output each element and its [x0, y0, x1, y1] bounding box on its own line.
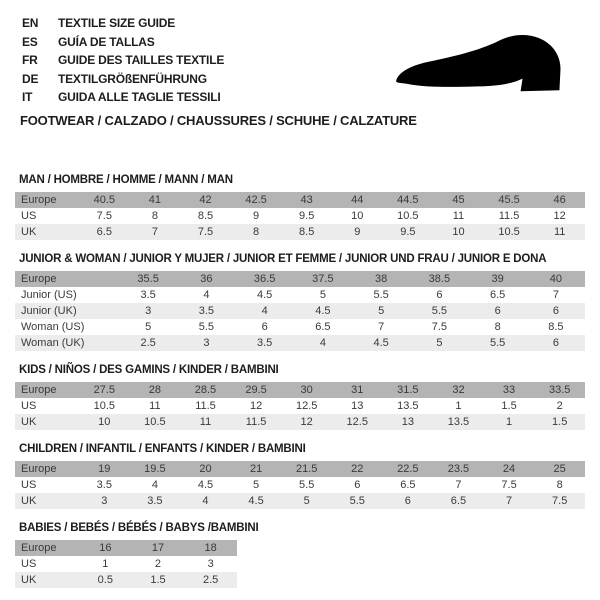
table-row [15, 224, 585, 240]
size-value-cell: 6 [436, 288, 443, 301]
table-row [15, 414, 585, 430]
size-value-cell: 6.5 [96, 225, 112, 238]
size-value-cell: 9.5 [400, 225, 416, 238]
row-label-cell: Junior (US) [21, 288, 77, 301]
language-label: TEXTILE SIZE GUIDE [58, 16, 176, 30]
size-section [15, 364, 585, 430]
size-value-cell: 31 [351, 383, 364, 396]
size-value-cell: 7.5 [96, 209, 112, 222]
category-heading: FOOTWEAR / CALZADO / CHAUSSURES / SCHUHE / CALZATURE [20, 112, 417, 128]
size-value-cell: 3 [207, 557, 214, 570]
table-row [15, 382, 585, 398]
size-value-cell: 11 [452, 209, 465, 222]
row-label-cell: Europe [21, 462, 57, 475]
size-value-cell: 7.5 [552, 494, 568, 507]
size-value-cell: 7 [378, 320, 385, 333]
size-value-cell: 45 [452, 193, 465, 206]
size-value-cell: 5 [253, 478, 260, 491]
size-value-cell: 10.5 [144, 415, 166, 428]
size-value-cell: 38.5 [428, 272, 451, 285]
size-value-cell: 2.5 [140, 336, 156, 349]
size-value-cell: 13 [351, 399, 364, 412]
size-value-cell: 33 [502, 383, 516, 396]
size-value-cell: 42.5 [245, 193, 267, 206]
row-label-cell: US [21, 209, 37, 222]
size-value-cell: 45.5 [498, 193, 520, 206]
size-table [15, 271, 585, 351]
size-value-cell: 11.5 [498, 209, 520, 222]
size-value-cell: 3.5 [198, 304, 215, 317]
size-value-cell: 23.5 [447, 462, 470, 475]
section-title: JUNIOR & WOMAN / JUNIOR Y MUJER / JUNIOR ET FEMME / JUNIOR UND FRAU / JUNIOR E DONA [19, 252, 547, 265]
size-value-cell: 6.5 [315, 320, 331, 333]
size-value-cell: 33.5 [548, 383, 571, 396]
language-code: IT [22, 90, 33, 104]
size-value-cell: 12 [300, 415, 313, 428]
row-label-cell: Europe [21, 541, 57, 554]
table-row [15, 477, 585, 493]
size-table [15, 382, 585, 430]
size-value-cell: 12.5 [346, 415, 368, 428]
size-value-cell: 36.5 [253, 272, 276, 285]
table-row [15, 572, 237, 588]
size-value-cell: 3 [101, 494, 108, 507]
size-value-cell: 6.5 [450, 494, 467, 507]
size-value-cell: 22.5 [397, 462, 419, 475]
size-value-cell: 1.5 [501, 399, 517, 412]
size-value-cell: 7.5 [501, 478, 517, 491]
size-value-cell: 3.5 [140, 288, 156, 301]
size-value-cell: 7.5 [431, 320, 448, 333]
size-value-cell: 4.5 [373, 336, 389, 349]
row-label-cell: UK [21, 415, 37, 428]
size-value-cell: 7.5 [197, 225, 214, 238]
size-value-cell: 8.5 [197, 209, 214, 222]
size-value-cell: 31.5 [397, 383, 419, 396]
size-value-cell: 3 [203, 336, 210, 349]
size-value-cell: 1.5 [552, 415, 568, 428]
size-section [15, 253, 585, 351]
size-value-cell: 3 [145, 304, 152, 317]
table-row [15, 461, 585, 477]
size-value-cell: 10 [351, 209, 364, 222]
size-value-cell: 43 [300, 193, 313, 206]
size-value-cell: 2 [556, 399, 563, 412]
size-value-cell: 1 [102, 557, 109, 570]
size-value-cell: 38 [375, 272, 388, 285]
size-value-cell: 13.5 [447, 415, 470, 428]
shoe-icon [392, 30, 587, 98]
size-value-cell: 8.5 [299, 225, 315, 238]
size-section [15, 522, 585, 588]
size-value-cell: 4.5 [315, 304, 331, 317]
language-label: GUIDE DES TAILLES TEXTILE [58, 53, 225, 67]
size-value-cell: 22 [351, 462, 364, 475]
size-value-cell: 21.5 [295, 462, 318, 475]
table-row [15, 398, 585, 414]
size-value-cell: 11 [553, 225, 566, 238]
table-row [15, 208, 585, 224]
table-row [15, 493, 585, 509]
table-row [15, 335, 585, 351]
size-value-cell: 9 [253, 209, 260, 222]
size-value-cell: 7 [505, 494, 513, 507]
size-value-cell: 6 [552, 304, 559, 317]
size-value-cell: 4.5 [256, 288, 273, 301]
size-value-cell: 32 [452, 383, 465, 396]
size-value-cell: 21 [249, 462, 263, 475]
size-value-cell: 28.5 [194, 383, 217, 396]
language-label: TEXTILGRÖßENFÜHRUNG [58, 71, 207, 86]
language-code: EN [22, 16, 39, 30]
size-value-cell: 5.5 [299, 478, 315, 491]
size-value-cell: 37.5 [312, 272, 334, 285]
row-label-cell: UK [21, 494, 37, 507]
size-value-cell: 27.5 [93, 383, 115, 396]
size-value-cell: 6 [494, 304, 501, 317]
size-value-cell: 0.5 [97, 573, 113, 586]
language-code: DE [22, 71, 39, 86]
size-value-cell: 4 [203, 288, 210, 301]
size-value-cell: 25 [553, 462, 566, 475]
size-value-cell: 41 [148, 193, 162, 206]
table-row [15, 540, 237, 556]
size-value-cell: 5 [145, 320, 152, 333]
row-label-cell: Europe [21, 272, 57, 285]
language-label: GUÍA DE TALLAS [58, 34, 155, 49]
size-value-cell: 12 [249, 399, 263, 412]
size-value-cell: 6 [354, 478, 361, 491]
row-label-cell: Europe [21, 383, 57, 396]
size-section [15, 174, 585, 240]
size-value-cell: 4.5 [197, 478, 214, 491]
size-section [15, 443, 585, 509]
size-value-cell: 11.5 [195, 399, 216, 412]
size-value-cell: 11 [149, 399, 161, 412]
size-value-cell: 7 [552, 288, 559, 301]
size-value-cell: 5.5 [373, 288, 389, 301]
size-value-cell: 9.5 [299, 209, 315, 222]
size-value-cell: 46 [553, 193, 566, 206]
size-value-cell: 40.5 [93, 193, 115, 206]
size-value-cell: 11 [199, 415, 212, 428]
size-value-cell: 6.5 [400, 478, 416, 491]
size-table [15, 192, 585, 240]
size-value-cell: 24 [502, 462, 516, 475]
size-value-cell: 6 [552, 336, 559, 349]
size-table [15, 461, 585, 509]
section-title: MAN / HOMBRE / HOMME / MANN / MAN [19, 173, 233, 186]
size-value-cell: 6.5 [489, 288, 506, 301]
size-value-cell: 10.5 [397, 209, 419, 222]
size-value-cell: 5.5 [431, 304, 448, 317]
size-value-cell: 40 [549, 272, 562, 285]
size-value-cell: 13 [401, 415, 414, 428]
size-value-cell: 7 [455, 478, 462, 491]
size-value-cell: 10.5 [498, 225, 520, 238]
size-value-cell: 1 [505, 415, 513, 428]
table-row [15, 303, 585, 319]
row-label-cell: US [21, 557, 37, 570]
size-value-cell: 3.5 [256, 336, 273, 349]
size-value-cell: 39 [491, 272, 504, 285]
size-value-cell: 42 [199, 193, 212, 206]
row-label-cell: UK [21, 225, 37, 238]
size-value-cell: 5 [303, 494, 310, 507]
size-value-cell: 8 [494, 320, 501, 333]
table-row [15, 287, 585, 303]
size-value-cell: 3.5 [96, 478, 112, 491]
size-value-cell: 1 [455, 399, 462, 412]
size-value-cell: 44.5 [397, 193, 419, 206]
row-label-cell: US [21, 478, 37, 491]
size-value-cell: 19 [98, 462, 111, 475]
table-row [15, 271, 585, 287]
size-value-cell: 2.5 [203, 573, 219, 586]
size-value-cell: 6 [261, 320, 268, 333]
size-value-cell: 1.5 [150, 573, 166, 586]
table-row [15, 556, 237, 572]
language-code: FR [22, 53, 38, 67]
size-value-cell: 19.5 [144, 462, 166, 475]
size-value-cell: 2 [154, 557, 162, 570]
size-value-cell: 8 [556, 478, 563, 491]
size-value-cell: 17 [151, 541, 165, 554]
row-label-cell: Europe [21, 193, 57, 206]
size-value-cell: 20 [199, 462, 212, 475]
size-value-cell: 5 [319, 288, 326, 301]
size-value-cell: 9 [354, 225, 361, 238]
size-value-cell: 29.5 [245, 383, 267, 396]
row-label-cell: Woman (UK) [21, 336, 85, 349]
size-value-cell: 5.5 [198, 320, 215, 333]
language-label: GUIDA ALLE TAGLIE TESSILI [58, 90, 221, 104]
size-value-cell: 7 [151, 225, 158, 238]
size-value-cell: 4 [151, 478, 158, 491]
size-value-cell: 3.5 [147, 494, 163, 507]
size-value-cell: 5.5 [489, 336, 506, 349]
row-label-cell: Junior (UK) [21, 304, 77, 317]
row-label-cell: US [21, 399, 37, 412]
size-value-cell: 8.5 [548, 320, 564, 333]
size-value-cell: 36 [200, 272, 213, 285]
size-value-cell: 5 [378, 304, 385, 317]
size-value-cell: 16 [99, 541, 112, 554]
size-value-cell: 28 [148, 383, 162, 396]
row-label-cell: UK [21, 573, 37, 586]
size-value-cell: 5.5 [349, 494, 365, 507]
size-value-cell: 12 [553, 209, 566, 222]
row-label-cell: Woman (US) [21, 320, 85, 333]
size-value-cell: 35.5 [137, 272, 159, 285]
size-value-cell: 13.5 [397, 399, 419, 412]
size-value-cell: 4.5 [248, 494, 264, 507]
size-value-cell: 30 [300, 383, 313, 396]
size-tables [15, 174, 585, 588]
language-code: ES [22, 34, 38, 49]
size-value-cell: 6 [404, 494, 411, 507]
size-value-cell: 5 [436, 336, 443, 349]
section-title: BABIES / BEBÉS / BÉBÉS / BABYS /BAMBINI [19, 521, 259, 534]
size-value-cell: 4 [319, 336, 326, 349]
table-row [15, 319, 585, 335]
table-row [15, 192, 585, 208]
size-value-cell: 10 [98, 415, 111, 428]
size-value-cell: 4 [202, 494, 209, 507]
size-value-cell: 11.5 [245, 415, 267, 428]
size-value-cell: 44 [351, 193, 364, 206]
size-value-cell: 8 [253, 225, 260, 238]
section-title: KIDS / NIÑOS / DES GAMINS / KINDER / BAMBINI [19, 363, 279, 376]
size-value-cell: 8 [151, 209, 158, 222]
size-value-cell: 10 [452, 225, 465, 238]
size-value-cell: 10.5 [93, 399, 115, 412]
size-value-cell: 18 [204, 541, 217, 554]
section-title: CHILDREN / INFANTIL / ENFANTS / KINDER / BAMBINI [19, 442, 306, 455]
size-table [15, 540, 237, 588]
size-value-cell: 4 [261, 304, 268, 317]
size-value-cell: 12.5 [295, 399, 318, 412]
